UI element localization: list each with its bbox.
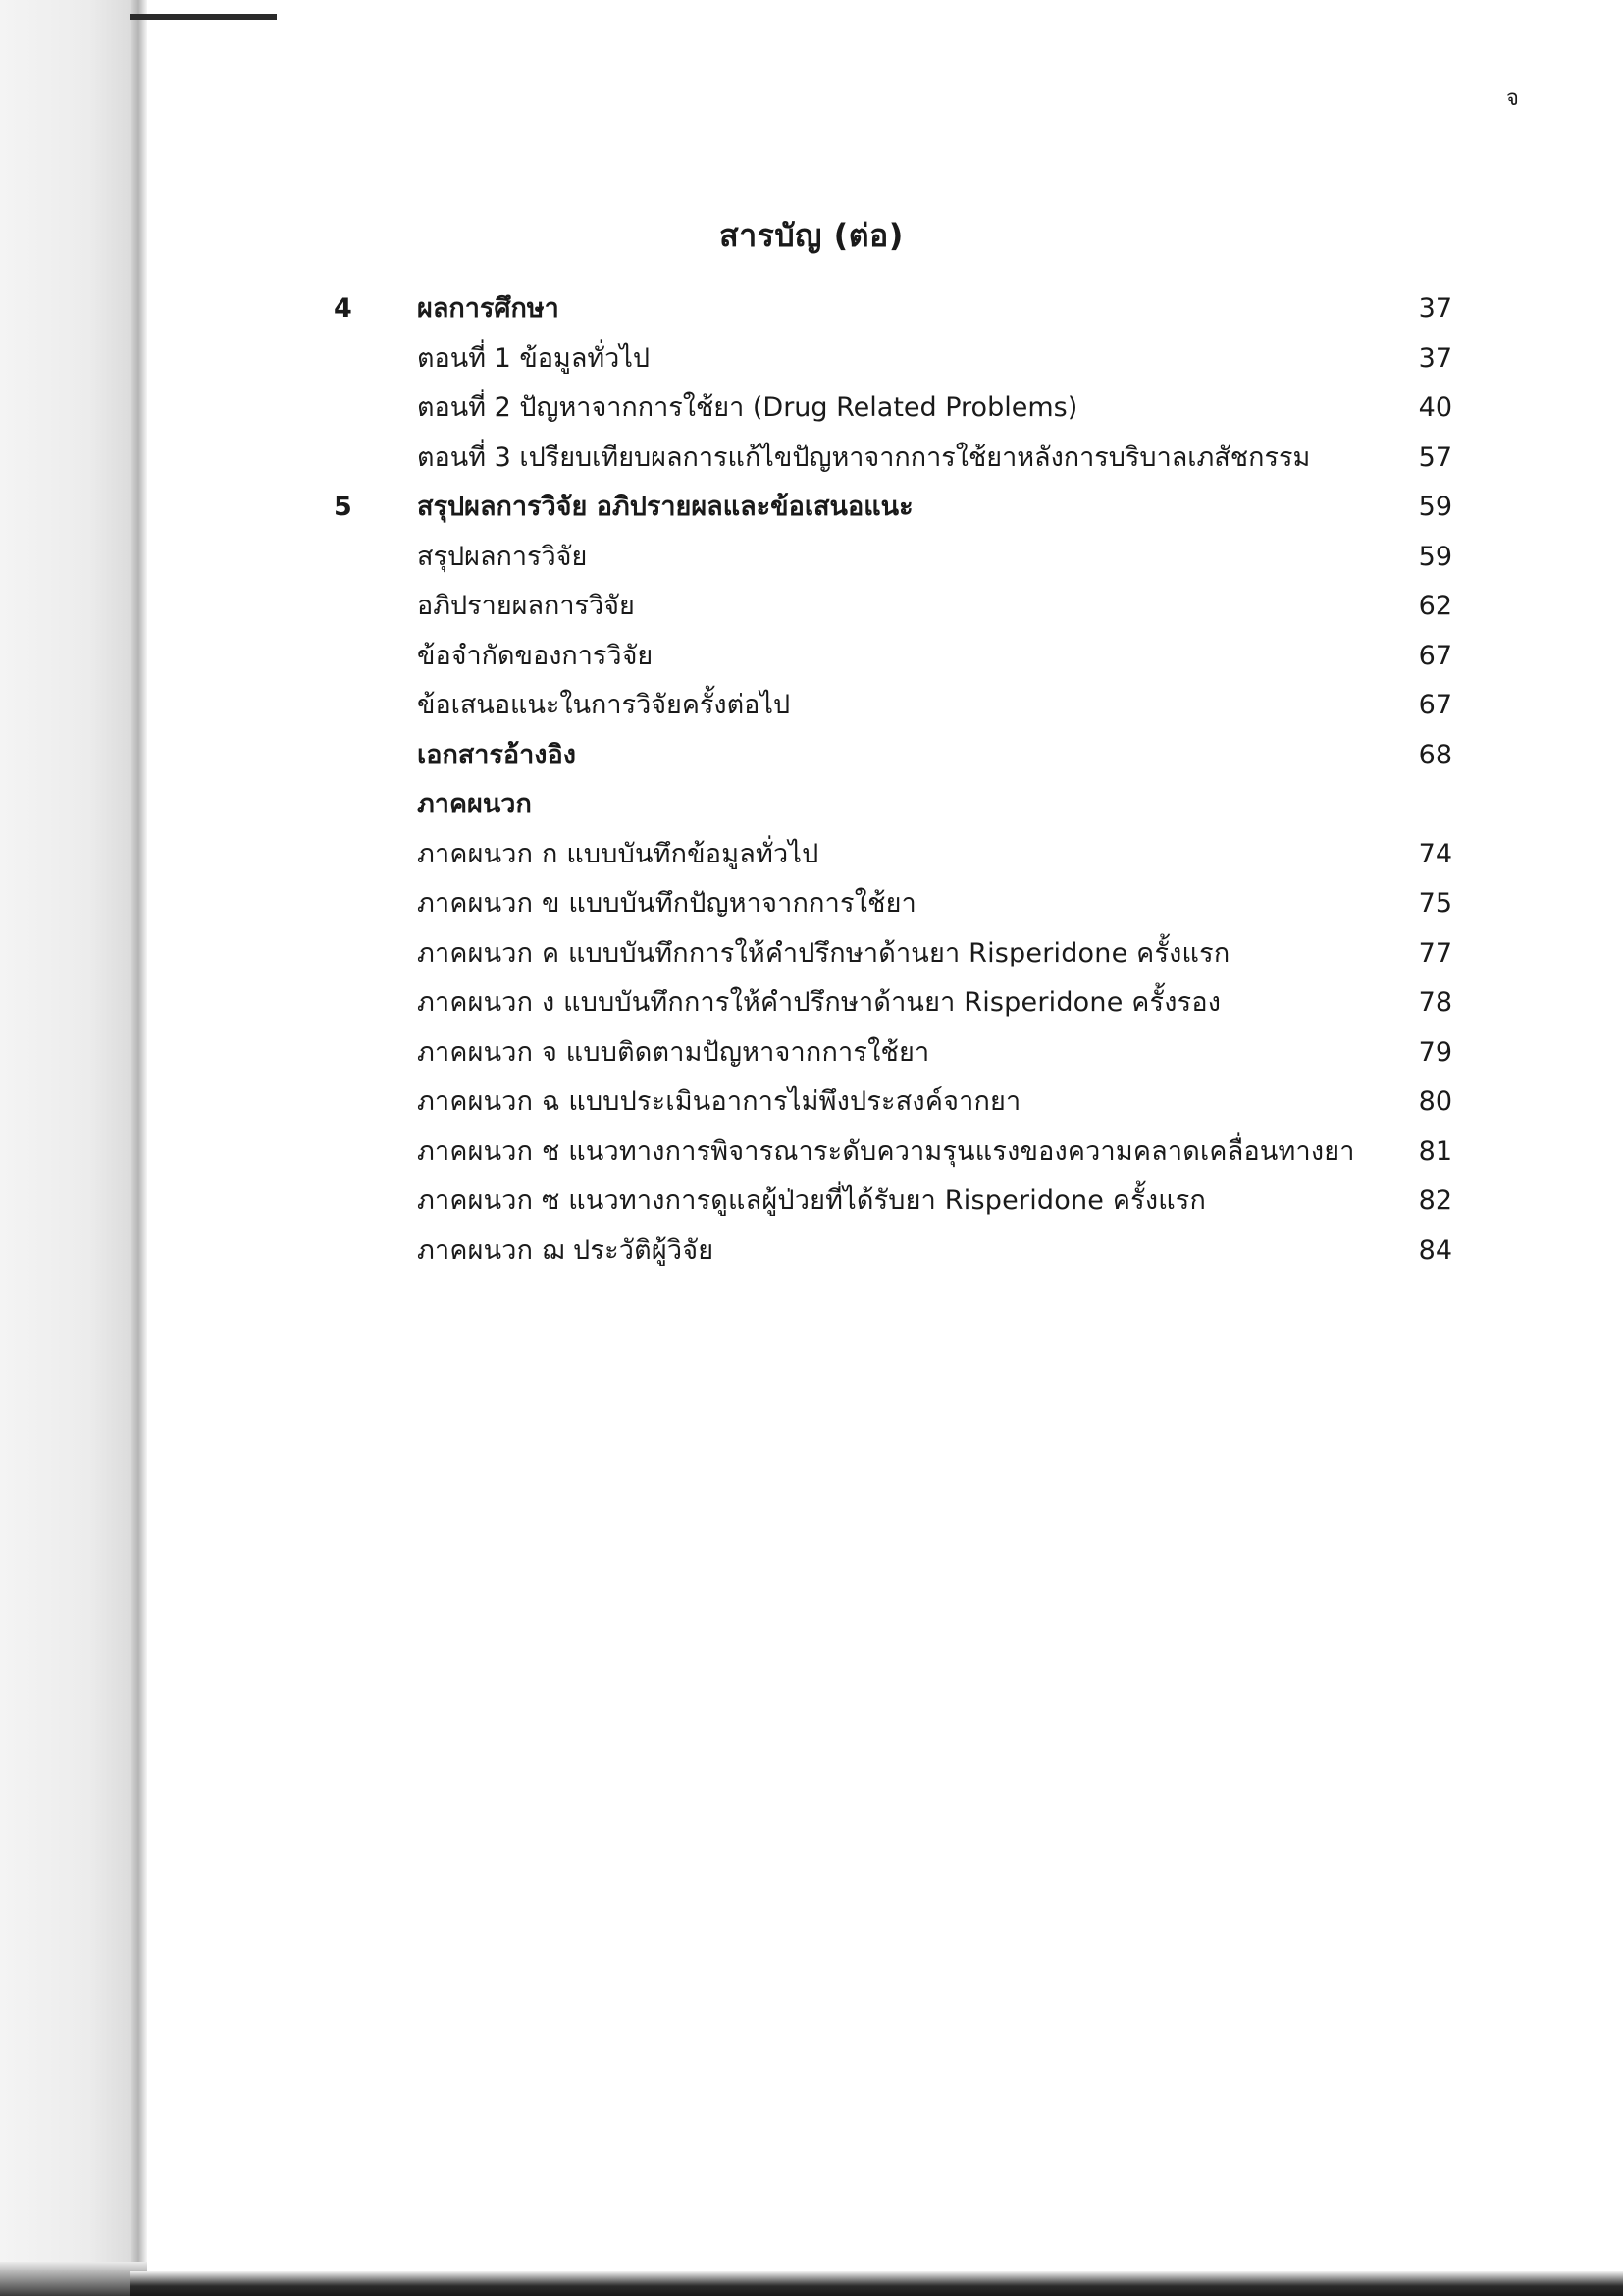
toc-row [0,632,1623,682]
toc-row [0,384,1623,434]
toc-row [0,1226,1623,1277]
toc-page-number: 59 [1418,492,1452,522]
toc-entry-title: สรุปผลการวิจัย อภิปรายผลและข้อเสนอแนะ [417,492,914,522]
page-title: สารบัญ (ต่อ) [719,217,904,254]
toc-row [0,434,1623,484]
toc-page-number: 40 [1418,392,1452,423]
toc-row [0,830,1623,880]
toc-entry-title: ตอนที่ 3 เปรียบเทียบผลการแก้ไขปัญหาจากการใช้ยาหลังการบริบาลเภสัชกรรม [417,442,1311,473]
toc-row [0,533,1623,583]
toc-page-number: 68 [1418,739,1452,770]
toc-entry-title: ภาคผนวก [417,789,532,819]
toc-entry-title: ภาคผนวก ซ แนวทางการดูแลผู้ป่วยที่ได้รับยา Risperidone ครั้งแรก [417,1185,1207,1216]
toc-entry-title: ตอนที่ 1 ข้อมูลทั่วไป [417,342,651,374]
toc-page-number: 57 [1418,442,1452,473]
toc-entry-title: ภาคผนวก ง แบบบันทึกการให้คำปรึกษาด้านยา Risperidone ครั้งรอง [417,987,1222,1018]
toc-page-number: 62 [1418,591,1452,621]
toc-page-number: 84 [1418,1234,1452,1266]
toc-chapter-number: 5 [334,492,352,522]
toc-page-number: 67 [1418,690,1452,720]
toc-chapter-number: 4 [334,293,352,324]
toc-row [0,929,1623,979]
toc-entry-title: ภาคผนวก จ แบบติดตามปัญหาจากการใช้ยา [417,1036,930,1068]
toc-page-number: 37 [1418,293,1452,324]
toc-row [0,285,1623,335]
toc-entry-title: ภาคผนวก ช แนวทางการพิจารณาระดับความรุนแรงของความคลาดเคลื่อนทางยา [417,1135,1355,1167]
toc-row [0,879,1623,929]
toc-row [0,582,1623,632]
toc-entry-title: ผลการศึกษา [417,293,559,324]
toc-row [0,681,1623,731]
toc-page-number: 67 [1418,640,1452,671]
toc-page-number: 77 [1418,937,1452,968]
toc-row [0,335,1623,385]
toc-row [0,1176,1623,1226]
toc-row [0,1028,1623,1078]
scan-edge-top [130,14,277,20]
toc-entry-title: ภาคผนวก ข แบบบันทึกปัญหาจากการใช้ยา [417,888,916,918]
toc-page-number: 81 [1418,1135,1452,1167]
toc-entry-title: ข้อเสนอแนะในการวิจัยครั้งต่อไป [417,690,791,720]
toc-row [0,978,1623,1028]
toc-entry-title: ภาคผนวก ฉ แบบประเมินอาการไม่พึงประสงค์จากยา [417,1086,1021,1117]
toc-entry-title: เอกสารอ้างอิง [417,739,576,770]
toc-page-number: 75 [1418,888,1452,918]
toc-page-number: 79 [1418,1036,1452,1068]
toc-row [0,1077,1623,1127]
toc-entry-title: ข้อจำกัดของการวิจัย [417,640,654,671]
toc-page-number: 80 [1418,1086,1452,1117]
toc-entry-title: ภาคผนวก ค แบบบันทึกการให้คำปรึกษาด้านยา Risperidone ครั้งแรก [417,937,1230,968]
toc-entry-title: ตอนที่ 2 ปัญหาจากการใช้ยา (Drug Related Problems) [417,392,1078,423]
toc-entry-title: สรุปผลการวิจัย [417,541,588,572]
toc-page-number: 37 [1418,342,1452,374]
toc-row [0,780,1623,830]
toc-entry-title: อภิปรายผลการวิจัย [417,591,635,621]
scan-edge-bottom-left [0,2262,147,2296]
page-number: จ [1506,86,1519,111]
table-of-contents [0,285,1623,1276]
toc-row [0,483,1623,533]
toc-row [0,731,1623,781]
toc-page-number: 82 [1418,1185,1452,1216]
toc-page-number: 78 [1418,987,1452,1018]
toc-page-number: 59 [1418,541,1452,572]
toc-page-number: 74 [1418,838,1452,869]
toc-row [0,1127,1623,1177]
scan-edge-bottom [130,2271,1623,2296]
toc-entry-title: ภาคผนวก ฌ ประวัติผู้วิจัย [417,1234,714,1266]
toc-entry-title: ภาคผนวก ก แบบบันทึกข้อมูลทั่วไป [417,838,819,869]
